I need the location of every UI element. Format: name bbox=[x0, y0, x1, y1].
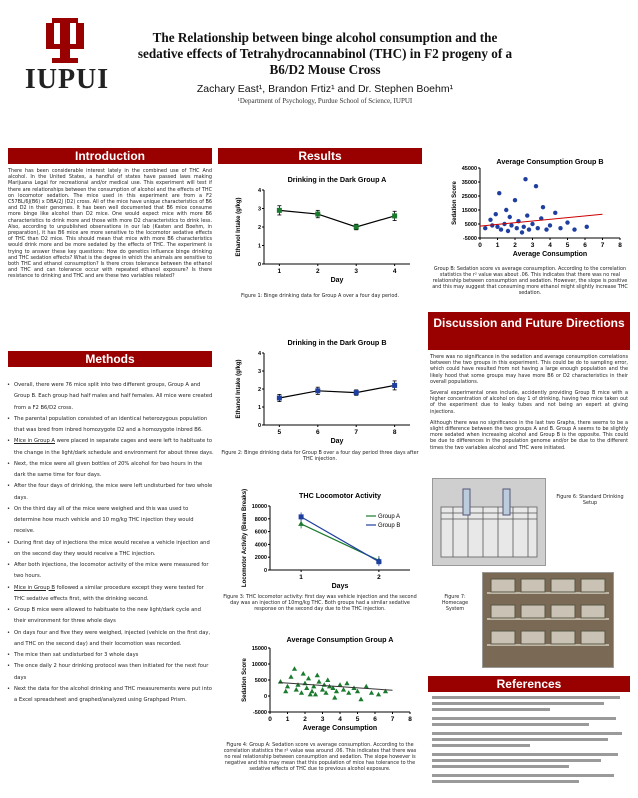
data-point bbox=[506, 229, 510, 233]
data-point bbox=[315, 673, 320, 678]
iupui-logo bbox=[12, 14, 122, 94]
y-tick-label: 5000 bbox=[464, 222, 477, 228]
data-point bbox=[301, 671, 306, 676]
data-point bbox=[513, 198, 517, 202]
y-tick-label: 5000 bbox=[254, 678, 267, 684]
group-b-caption: Group B: Sedation score vs average consumption. According to the correlation statistics the r² value was about .06. This indicates that there was no real relationship between consumption and sedation. However, the slope is positive and this may suggest that consuming more ethanol might slightly increase THC sedation. bbox=[432, 266, 628, 297]
methods-item: • Mice in Group A were placed in separate cages and were left to habituate to the change in the light/dark schedule and environment for about three days. bbox=[6, 436, 214, 459]
x-tick-label: 5 bbox=[277, 429, 282, 436]
chart-title: Average Consumption Group B bbox=[496, 157, 604, 166]
chart-title: Drinking in the Dark Group B bbox=[287, 338, 387, 347]
standard-drinking-setup-photo bbox=[432, 478, 546, 566]
x-tick-label: 1 bbox=[285, 716, 290, 723]
data-point bbox=[316, 679, 321, 684]
y-axis-label: Locomotor Activity (Beam Breaks) bbox=[242, 488, 248, 588]
x-tick-label: 7 bbox=[600, 242, 605, 249]
x-axis-label: Day bbox=[330, 438, 344, 445]
data-point bbox=[346, 690, 351, 695]
data-point bbox=[320, 687, 325, 692]
methods-item: • Mice in Group B followed a similar procedure except they were tested for THC sedative effects first, with the drinking second. bbox=[6, 583, 214, 606]
x-tick-label: 0 bbox=[268, 716, 272, 723]
x-tick-label: 6 bbox=[373, 716, 377, 723]
data-point bbox=[515, 226, 519, 230]
rack-icon bbox=[483, 573, 613, 667]
x-tick-label: 0 bbox=[478, 242, 482, 249]
data-point bbox=[585, 225, 589, 229]
data-point bbox=[285, 684, 290, 689]
x-tick-label: 5 bbox=[355, 716, 360, 723]
data-point bbox=[508, 215, 512, 219]
x-tick-label: 8 bbox=[618, 242, 622, 249]
chart-title: Drinking in the Dark Group A bbox=[287, 175, 387, 184]
y-tick-label: 25000 bbox=[461, 194, 477, 200]
references-heading: References bbox=[428, 676, 630, 692]
data-point bbox=[392, 213, 397, 218]
chart-group-a-drinking bbox=[220, 170, 420, 290]
x-tick-label: 2 bbox=[303, 716, 307, 723]
chart-group-a-scatter bbox=[220, 630, 420, 738]
y-tick-label: 45000 bbox=[461, 166, 477, 172]
data-point bbox=[495, 225, 499, 229]
x-tick-label: 8 bbox=[392, 429, 397, 436]
x-axis-label: Average Consumption bbox=[302, 725, 378, 732]
data-point bbox=[541, 205, 545, 209]
data-point bbox=[544, 227, 548, 231]
data-point bbox=[315, 388, 320, 393]
x-tick-label: 1 bbox=[299, 574, 303, 581]
x-tick-label: 4 bbox=[338, 716, 342, 723]
y-tick-label: 6000 bbox=[254, 529, 267, 536]
data-point bbox=[527, 227, 531, 231]
data-point bbox=[277, 396, 282, 401]
data-point bbox=[344, 681, 349, 686]
x-axis-label: Average Consumption bbox=[512, 251, 588, 258]
data-point bbox=[292, 666, 297, 671]
data-point bbox=[499, 227, 503, 231]
x-tick-label: 2 bbox=[315, 268, 320, 275]
trend-line bbox=[480, 214, 603, 226]
y-tick-label: 1 bbox=[257, 405, 261, 411]
chart-thc-locomotor bbox=[220, 486, 420, 594]
methods-item: • Overall, there were 76 mice split into two different groups, Group A and Group B. Each group had half males and half females. All mice were created from a F2 B6/D2 cross. bbox=[6, 380, 214, 414]
x-tick-label: 5 bbox=[565, 242, 570, 249]
x-tick-label: 6 bbox=[583, 242, 587, 249]
data-point bbox=[288, 674, 293, 679]
x-tick-label: 3 bbox=[530, 242, 535, 249]
data-point bbox=[523, 177, 527, 181]
x-tick-label: 8 bbox=[408, 716, 412, 723]
y-tick-label: 15000 bbox=[461, 208, 477, 214]
figure-1-caption: Figure 1: Binge drinking data for Group A over a four day period. bbox=[240, 293, 400, 299]
x-tick-label: 4 bbox=[392, 268, 397, 275]
y-tick-label: 2 bbox=[257, 225, 261, 231]
figure-6-caption: Figure 6: Standard Drinking Setup bbox=[556, 494, 624, 507]
x-axis-label: Day bbox=[330, 277, 344, 284]
y-tick-label: 4 bbox=[257, 188, 261, 194]
discussion-paragraph: There was no significance in the sedation and average consumption correlations between the two groups in this experiment. This could be do to sampling error, which could have resulted from not having a large enough population and the likely hood that some groups may have more B6 or D2 characteristics in their overall populations. bbox=[430, 354, 628, 385]
data-point bbox=[525, 213, 529, 217]
affiliation: ¹Department of Psychology, Purdue School of Science, IUPUI bbox=[237, 97, 413, 105]
x-tick-label: 7 bbox=[390, 716, 395, 723]
x-tick-label: 3 bbox=[354, 268, 359, 275]
y-tick-label: 15000 bbox=[251, 646, 267, 652]
series-line bbox=[301, 517, 379, 562]
data-point bbox=[497, 191, 501, 195]
x-tick-label: 6 bbox=[315, 429, 320, 436]
y-axis-label: Sedation Score bbox=[242, 658, 248, 702]
y-tick-label: 0 bbox=[257, 423, 261, 429]
data-point bbox=[558, 226, 562, 230]
data-point bbox=[483, 226, 487, 230]
data-point bbox=[494, 212, 498, 216]
data-point bbox=[354, 390, 359, 395]
x-tick-label: 3 bbox=[320, 716, 325, 723]
methods-item: • During first day of injections the mice would receive a vehicle injection and on the second day they would receive a THC injection. bbox=[6, 538, 214, 561]
data-point bbox=[341, 687, 346, 692]
data-point bbox=[354, 225, 359, 230]
y-tick-label: 35000 bbox=[461, 180, 477, 186]
discussion-paragraph: Although there was no significance in the last two Graphs, there seems to be a slight difference between the two groups A and B. Group A seems to be slightly more sedated when increasing alcohol and Group B is the opposite. This could be due to differences in the population genome and/or be due to the different times the two variables alcohol and THC were initiated. bbox=[430, 419, 628, 451]
methods-item: • The parental population consisted of an identical heterozygous population that was bred from inbred homozygote D2 and a homozygote inbred B6. bbox=[6, 414, 214, 437]
data-point bbox=[548, 223, 552, 227]
data-point bbox=[565, 220, 569, 224]
x-tick-label: 2 bbox=[377, 574, 381, 581]
y-tick-label: 3 bbox=[257, 369, 261, 375]
data-point bbox=[277, 208, 282, 213]
y-tick-label: 10000 bbox=[251, 662, 267, 668]
data-point bbox=[530, 222, 534, 226]
data-point bbox=[283, 689, 288, 694]
y-tick-label: 4 bbox=[257, 351, 261, 357]
y-tick-label: 2000 bbox=[254, 555, 267, 562]
data-point bbox=[504, 208, 508, 212]
methods-list bbox=[6, 380, 214, 706]
methods-item: • The once daily 2 hour drinking protocol was then initiated for the next four days bbox=[6, 661, 214, 684]
x-tick-label: 4 bbox=[548, 242, 552, 249]
y-axis-label: Ethanol Intake (g/kg) bbox=[236, 197, 242, 257]
methods-item: • After both injections, the locomotor activity of the mice were measured for two hours. bbox=[6, 560, 214, 583]
methods-item: • The mice then sat undisturbed for 3 whole days bbox=[6, 650, 214, 661]
results-heading: Results bbox=[218, 148, 422, 164]
introduction-text: There has been considerable interest lately in the combined use of THC And alcohol. In the United States, a handful of states have passed laws making Marijuana Legal for recreational and/or medical use. This experiment will test if there are relationships between the consumption of alcohol and the effects of THC on locomotor sedation. The mice used in this experiment are from a F2 C57BL/6J(B6) x DBA/2J (D2) cross. All of the mice have unique characteristics of B6 and D2 in their genomes. It has been well documented that B6 mice consume more binge like alcohol than D2 mice. One would expect mice with more B6 characteristics to drink more and those with more D2 characteristics to drink less. Also, according to unpublished observations in our lab (Kasten and Boehm, in preparation), it has B6 mice are more sensitive to the locomotor sedative effects of THC than D2 mice. This should mean that mice with more B6 characteristics would drink more and be more sedated by the effects of THC. The experiment is trying to answer these key questions: How do genetics influence binge drinking and THC sedation effects? What is the degree in which the animals are sensitive to both THC and ethanol consumption? Is there cross tolerance between the ethanol and THC and can tolerance occur with repeated ethanol exposure? Is there resistance to drinking and THC and are these two variables related? bbox=[8, 168, 212, 280]
data-point bbox=[392, 383, 397, 388]
chart-title: THC Locomotor Activity bbox=[299, 491, 381, 500]
data-point bbox=[536, 226, 540, 230]
y-tick-label: 0 bbox=[263, 694, 267, 700]
y-tick-label: 0 bbox=[257, 262, 261, 268]
chart-group-b-scatter bbox=[430, 152, 630, 262]
chart-title: Average Consumption Group A bbox=[286, 635, 394, 644]
authors: Zachary East¹, Brandon Frtiz¹ and Dr. Stephen Boehm¹ bbox=[196, 83, 454, 95]
homecage-system-photo bbox=[482, 572, 614, 668]
figure-2-caption: Figure 2: Binge drinking data for Group B over a four day period three days after THC injection. bbox=[221, 450, 419, 463]
y-tick-label: 8000 bbox=[254, 516, 267, 523]
logo-text: IUPUI bbox=[24, 64, 110, 95]
figure-3-caption: Figure 3: THC locomotor activity: first day was vehicle injection and the second day was an injection of 10mg/kg THC. Both groups had a similar sedative response on the second day due to the THC injection. bbox=[223, 594, 417, 613]
discussion-paragraph: Several experimental ones include, accidently providing Group B mice with a higher concentration of alcohol on day 1 of drinking, having two mice taken out of the experiment due to leaky tubes and not being an expert at giving injections. bbox=[430, 390, 628, 415]
data-point bbox=[488, 218, 492, 222]
data-point bbox=[553, 211, 557, 215]
y-tick-label: 3 bbox=[257, 206, 261, 213]
references-list bbox=[432, 696, 628, 786]
data-point bbox=[332, 695, 337, 700]
x-tick-label: 7 bbox=[354, 429, 359, 436]
y-tick-label: -5000 bbox=[462, 236, 477, 242]
methods-item: • After the four days of drinking, the mice were left undisturbed for two whole days. bbox=[6, 481, 214, 504]
data-point bbox=[572, 227, 576, 231]
legend-label: Group A bbox=[378, 514, 401, 520]
discussion-heading: Discussion and Future Directions bbox=[428, 312, 630, 350]
y-tick-label: 10000 bbox=[251, 504, 267, 510]
figure-7-caption: Figure 7: Homecage System bbox=[441, 594, 469, 613]
y-axis-label: Ethanol Intake (g/kg) bbox=[236, 359, 242, 419]
x-axis-label: Days bbox=[331, 583, 349, 590]
data-point bbox=[304, 685, 309, 690]
data-point bbox=[522, 225, 526, 229]
x-tick-label: 1 bbox=[495, 242, 500, 249]
y-axis-label: Sedation Score bbox=[452, 181, 458, 225]
methods-item: • Next, the mice were all given bottles of 20% alcohol for two hours in the dark the same time for four days. bbox=[6, 459, 214, 482]
y-tick-label: -5000 bbox=[252, 710, 267, 716]
methods-heading: Methods bbox=[8, 351, 212, 367]
data-point bbox=[376, 692, 381, 697]
legend-label: Group B bbox=[378, 523, 401, 529]
data-point bbox=[325, 677, 330, 682]
data-point bbox=[294, 687, 299, 692]
data-point bbox=[364, 684, 369, 689]
data-point bbox=[520, 230, 524, 234]
poster-title: The Relationship between binge alcohol consumption and the sedative effects of Tetrahydrocannabinol (THC) in F2 progeny of a B6/D2 Mouse Cross bbox=[137, 30, 513, 77]
data-point bbox=[306, 676, 311, 681]
data-point bbox=[299, 690, 304, 695]
y-tick-label: 0 bbox=[263, 568, 267, 574]
data-point bbox=[358, 697, 363, 702]
y-tick-label: 1 bbox=[257, 243, 261, 250]
methods-item: • On days four and five they were weighed, injected (vehicle on the first day, and THC on the second day) and their locomotion was recorded. bbox=[6, 628, 214, 651]
data-point bbox=[534, 184, 538, 188]
x-tick-label: 2 bbox=[513, 242, 517, 249]
data-point bbox=[295, 682, 300, 687]
discussion-text bbox=[430, 354, 628, 451]
y-tick-label: 2 bbox=[257, 387, 261, 393]
series-line bbox=[279, 385, 394, 398]
data-point bbox=[509, 223, 513, 227]
data-point bbox=[369, 690, 374, 695]
series-line bbox=[279, 210, 394, 227]
methods-item: • Next the data for the alcohol drinking and THC measurements were put into a Excel spreadsheet and graphed/analyzed using Graphpad Prism. bbox=[6, 684, 214, 707]
chart-group-b-drinking bbox=[220, 333, 420, 451]
introduction-heading: Introduction bbox=[8, 148, 212, 164]
methods-item: • Group B mice were allowed to habituate to the new light/dark cycle and their environment for three whole days bbox=[6, 605, 214, 628]
x-tick-label: 1 bbox=[277, 268, 282, 275]
y-tick-label: 4000 bbox=[254, 542, 267, 549]
figure-4-caption: Figure 4: Group A: Sedation score vs average consumption. According to the correlation statistics the r² value was around .06. This indicates that there was no real relationship between consumption and sedation. The slope however is negative and this may mean that this population of mice has tolerance to the sedative effects of THC due to previous alcohol exposure. bbox=[223, 742, 417, 773]
methods-item: • On the third day all of the mice were weighed and this was used to determine how much vehicle and 10 mg/kg THC injection they would receive. bbox=[6, 504, 214, 538]
data-point bbox=[315, 212, 320, 217]
cage-icon bbox=[433, 479, 545, 565]
